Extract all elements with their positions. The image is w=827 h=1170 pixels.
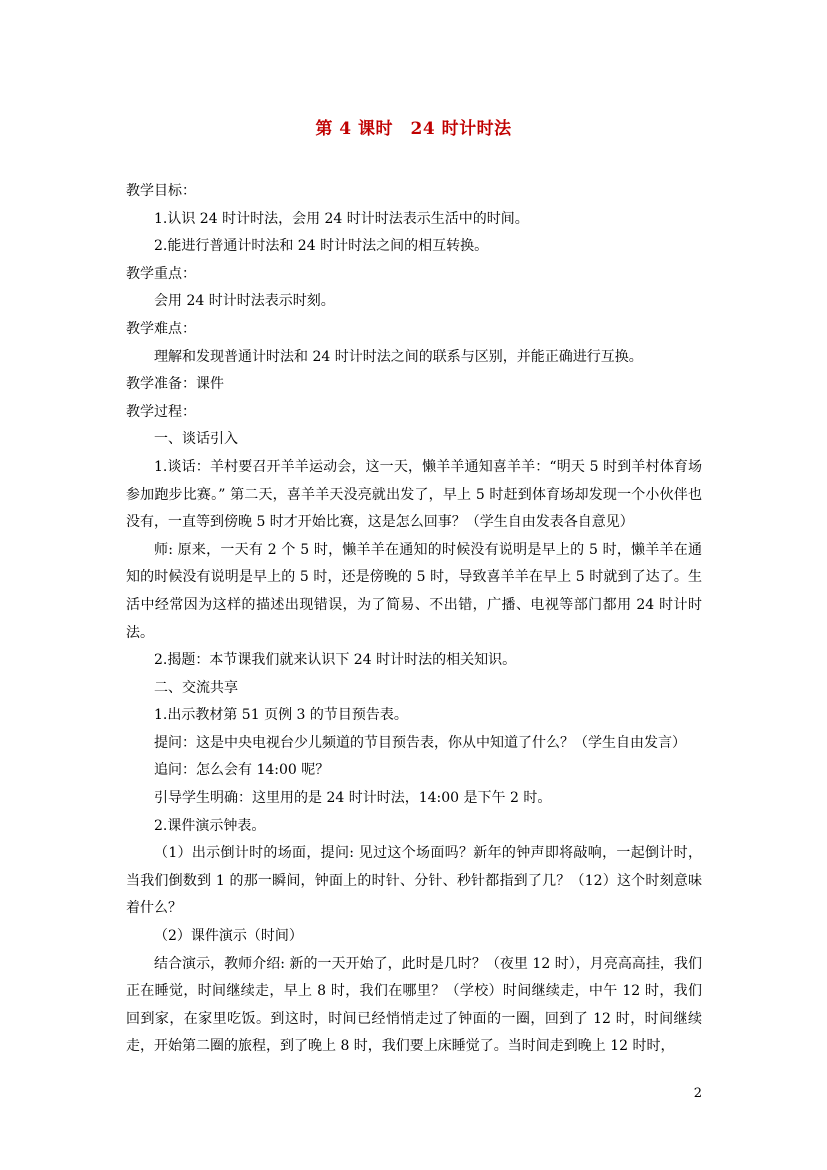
paragraph: 2.揭题：本节课我们就来认识下 24 时计时法的相关知识。	[154, 652, 517, 669]
paragraph: 引导学生明确：这里用的是 24 时计时法，14:00 是下午 2 时。	[154, 790, 552, 807]
paragraph: 1.谈话：羊村要召开羊羊运动会，这一天，懒羊羊通知喜羊羊：“明天 5 时到羊村体育场参加跑步比赛。” 第二天，喜羊羊天没亮就出发了，早上 5 时赶到体育场却发现一个小伙伴也没有，一直等到傍晚 5 时才开始比赛，这是怎么回事？（学生自由发表各自意见）	[126, 458, 702, 531]
page-number: 2	[693, 1086, 702, 1101]
paragraph: 教学难点：	[126, 320, 196, 337]
paragraph: 2.课件演示钟表。	[154, 817, 266, 834]
paragraph: 1.认识 24 时计时法，会用 24 时计时法表示生活中的时间。	[154, 210, 529, 227]
lesson-title: 第 4 课时 24 时计时法	[315, 119, 512, 139]
paragraph: （1）出示倒计时的场面，提问: 见过这个场面吗？新年的钟声即将敲响，一起倒计时，当我们倒数到 1 的那一瞬间，钟面上的时针、分针、秒针都指到了几？（12）这个时刻意味着什么？	[126, 845, 702, 917]
paragraph: 教学目标：	[126, 183, 196, 199]
paragraph: 教学过程：	[126, 403, 196, 420]
paragraph: 会用 24 时计时法表示时刻。	[154, 293, 335, 310]
paragraph: 师: 原来，一天有 2 个 5 时，懒羊羊在通知的时候没有说明是早上的 5 时，懒羊羊在通知的时候没有说明是早上的 5 时，还是傍晚的 5 时，导致喜羊羊在早上 5 时就到了达了。生活中经常因为这样的描述出现错误，为了简易、不出错，广播、电视等部门都用 24 时计时法。	[126, 541, 702, 641]
paragraph: 1.出示教材第 51 页例 3 的节目预告表。	[154, 707, 408, 724]
paragraph: 二、交流共享	[154, 679, 238, 696]
paragraph: 2.能进行普通计时法和 24 时计时法之间的相互转换。	[154, 238, 489, 255]
paragraph: 结合演示，教师介绍: 新的一天开始了，此时是几时？（夜里 12 时），月亮高高挂，我们正在睡觉，时间继续走，早上 8 时，我们在哪里？（学校）时间继续走，中午 12 时，我们回到家，在家里吃饭。到这时，时间已经悄悄走过了钟面的一圈，回到了 12 时，时间继续走，开始第二圈的旅程，到了晚上 8 时，我们要上床睡觉了。当时间走到晚上 12 时时，	[126, 955, 702, 1055]
paragraph: 提问：这是中央电视台少儿频道的节目预告表，你从中知道了什么？（学生自由发言）	[154, 734, 686, 751]
paragraph: 追问：怎么会有 14:00 呢？	[154, 762, 330, 779]
paragraph: （2）课件演示（时间）	[154, 928, 303, 945]
paragraph: 教学重点：	[126, 265, 196, 282]
paragraph: 一、谈话引入	[154, 431, 238, 448]
paragraph: 理解和发现普通计时法和 24 时计时法之间的联系与区别，并能正确进行互换。	[154, 348, 643, 365]
paragraph: 教学准备：课件	[126, 376, 224, 393]
lesson-body	[126, 178, 702, 1061]
